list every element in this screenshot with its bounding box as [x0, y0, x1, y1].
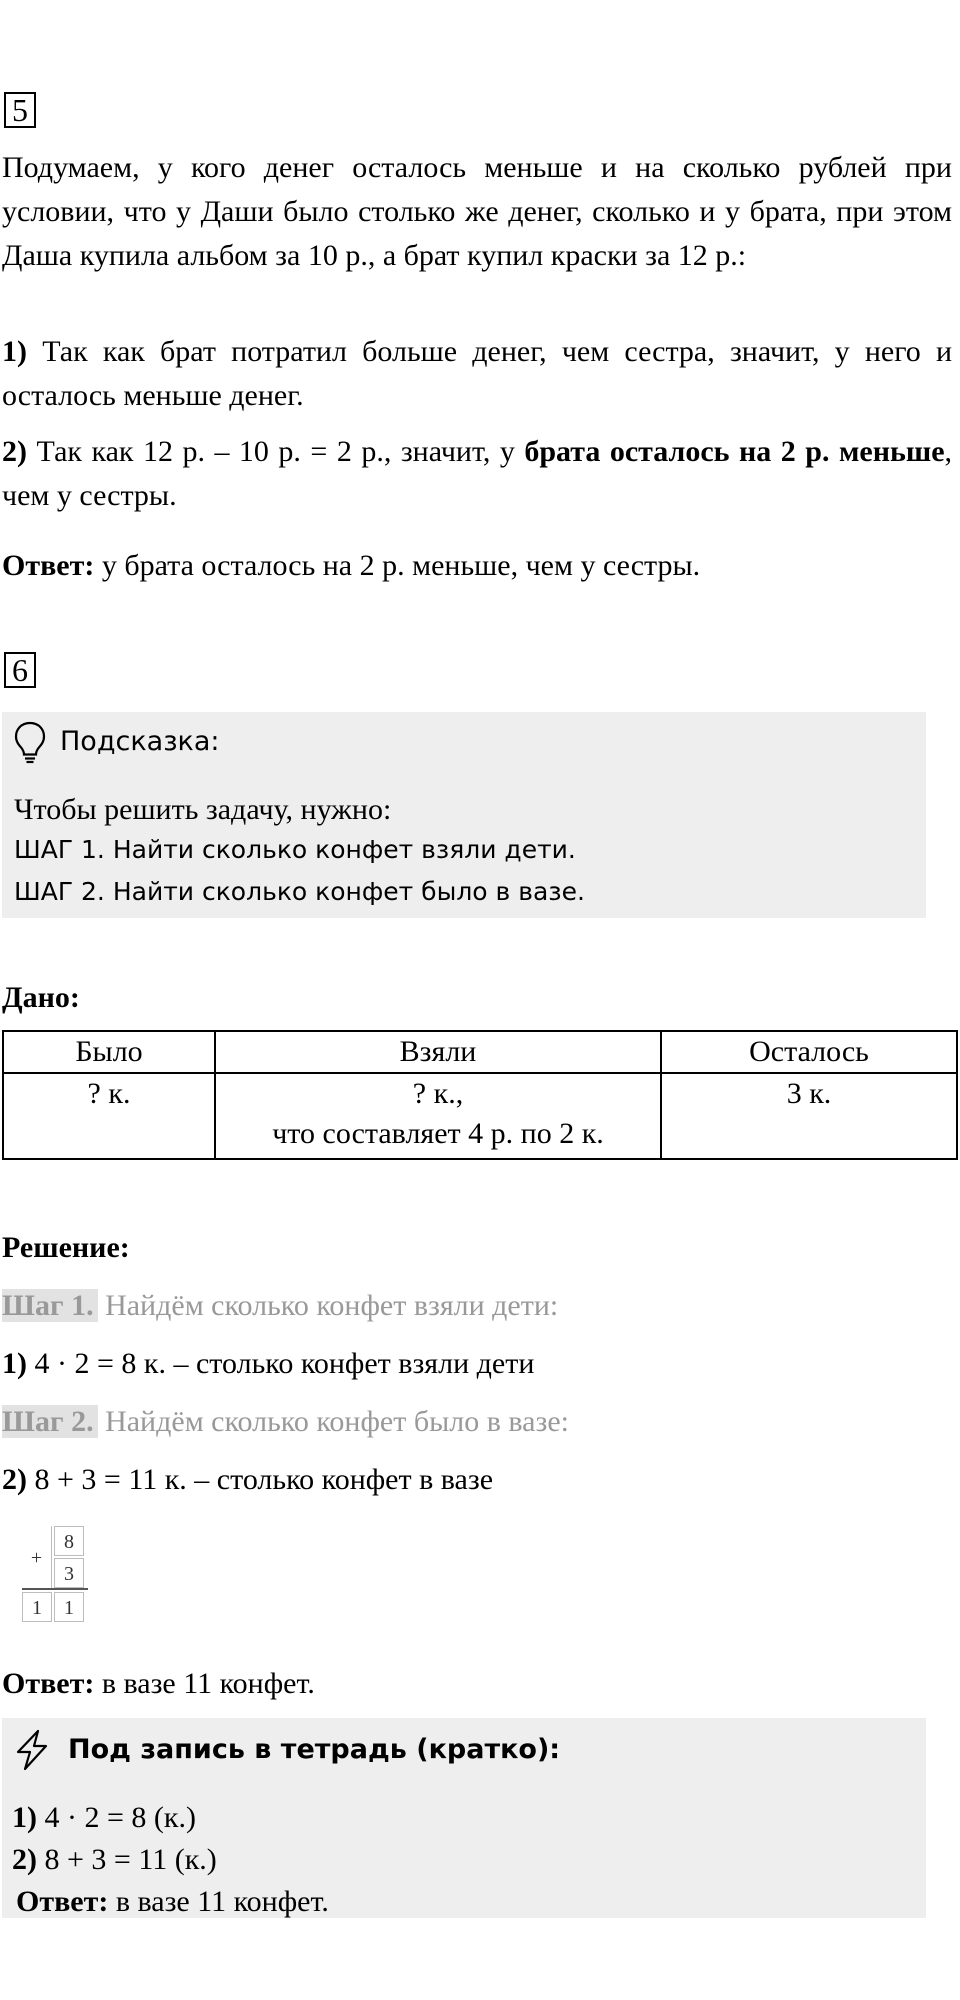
notes-line-2-text: 8 + 3 = 11 (к.): [37, 1843, 217, 1876]
notes-line-1-text: 4 · 2 = 8 (к.): [37, 1801, 196, 1834]
solution-calc-2: [2, 1460, 493, 1500]
given-table-cell: [215, 1073, 661, 1159]
notes-line-1: [12, 1798, 196, 1838]
task5-step1-text: Так как брат потратил больше денег, чем сестра, значит, у него и осталось меньше денег.: [2, 335, 952, 412]
solution-step-2-text: Найдём сколько конфет было в вазе:: [97, 1405, 569, 1438]
solution-step-2-heading: [2, 1402, 569, 1442]
notes-line-1-number: 1): [12, 1801, 37, 1834]
task5-intro: Подумаем, у кого денег осталось меньше и на сколько рублей при условии, что у Даши было столько же денег, сколько и у брата, при этом Даша купила альбом за 10 р., а брат купил краски за 12 р.:: [2, 151, 952, 272]
task6-answer-label: Ответ:: [2, 1667, 95, 1700]
given-table-cell-line1: ? к.,: [412, 1077, 464, 1110]
task5-answer-text: у брата осталось на 2 р. меньше, чем у сестры.: [94, 549, 701, 582]
notes-title: Под запись в тетрадь (кратко):: [68, 1734, 561, 1765]
task5-step1: [2, 330, 952, 418]
task6-answer-text: в вазе 11 конфет.: [94, 1667, 315, 1700]
hint-box: [2, 712, 926, 918]
lightning-icon: [12, 1728, 52, 1772]
given-table-header: Взяли: [215, 1031, 661, 1073]
given-table-header: Осталось: [661, 1031, 957, 1073]
hint-step-1-text: Найти сколько конфет взяли дети.: [104, 835, 576, 864]
column-addition-sign: +: [22, 1526, 52, 1590]
solution-calc-1-text: 4 · 2 = 8 к. – столько конфет взяли дети: [27, 1347, 535, 1380]
notes-answer-label: Ответ:: [16, 1885, 109, 1918]
task-number-6: 6: [4, 652, 36, 688]
given-table-cell-line2: что составляет 4 р. по 2 к.: [272, 1117, 604, 1150]
solution-label: [2, 1228, 130, 1268]
hint-step-2-label: ШАГ 2.: [14, 877, 105, 906]
notes-line-2-number: 2): [12, 1843, 37, 1876]
hint-step-1-label: ШАГ 1.: [14, 835, 105, 864]
solution-calc-2-text: 8 + 3 = 11 к. – столько конфет в вазе: [27, 1463, 494, 1496]
given-table: [2, 1030, 958, 1160]
given-label-text: Дано:: [2, 981, 80, 1014]
column-addition-result-digit: 1: [22, 1592, 52, 1622]
notes-answer-text: в вазе 11 конфет.: [108, 1885, 329, 1918]
solution-calc-2-number: 2): [2, 1463, 27, 1496]
task5-step2-bold: брата осталось на 2 р. меньше: [524, 435, 945, 468]
solution-calc-1-number: 1): [2, 1347, 27, 1380]
task5-step2: [2, 430, 952, 518]
notes-answer: [16, 1882, 329, 1922]
column-addition-top: 8: [54, 1526, 84, 1556]
task-number-5: 5: [4, 92, 36, 128]
task6-answer: [2, 1664, 315, 1704]
hint-step-2-text: Найти сколько конфет было в вазе.: [104, 877, 585, 906]
task5-step2-text-a: Так как 12 р. – 10 р. = 2 р., значит, у: [27, 435, 525, 468]
given-table-header-row: [3, 1031, 957, 1073]
task5-answer: [2, 546, 700, 586]
solution-label-text: Решение:: [2, 1231, 130, 1264]
hint-step-2: [14, 872, 585, 912]
given-table-header: Было: [3, 1031, 215, 1073]
task5-answer-label: Ответ:: [2, 549, 95, 582]
task5-step2-number: 2): [2, 435, 27, 468]
column-addition-result-digit: 1: [54, 1592, 84, 1622]
hint-lead: Чтобы решить задачу, нужно:: [14, 793, 392, 826]
solution-step-1-label: Шаг 1.: [2, 1289, 98, 1322]
lightbulb-icon: [12, 720, 48, 764]
solution-step-1-heading: [2, 1286, 558, 1326]
task5-step2-text-b: , чем у сестры.: [2, 435, 953, 512]
given-label: [2, 978, 80, 1018]
solution-step-1-text: Найдём сколько конфет взяли дети:: [97, 1289, 559, 1322]
column-addition-bar: [22, 1588, 88, 1590]
column-addition-bottom: 3: [54, 1558, 84, 1588]
given-table-cell: ? к.: [3, 1073, 215, 1159]
notes-line-2: [12, 1840, 217, 1880]
notes-box: [2, 1718, 926, 1918]
hint-step-1: [14, 830, 576, 870]
given-table-row: [3, 1073, 957, 1159]
hint-title: Подсказка:: [60, 726, 220, 757]
task5-step1-number: 1): [2, 335, 27, 368]
solution-step-2-label: Шаг 2.: [2, 1405, 98, 1438]
solution-calc-1: [2, 1344, 534, 1384]
given-table-cell: 3 к.: [661, 1073, 957, 1159]
